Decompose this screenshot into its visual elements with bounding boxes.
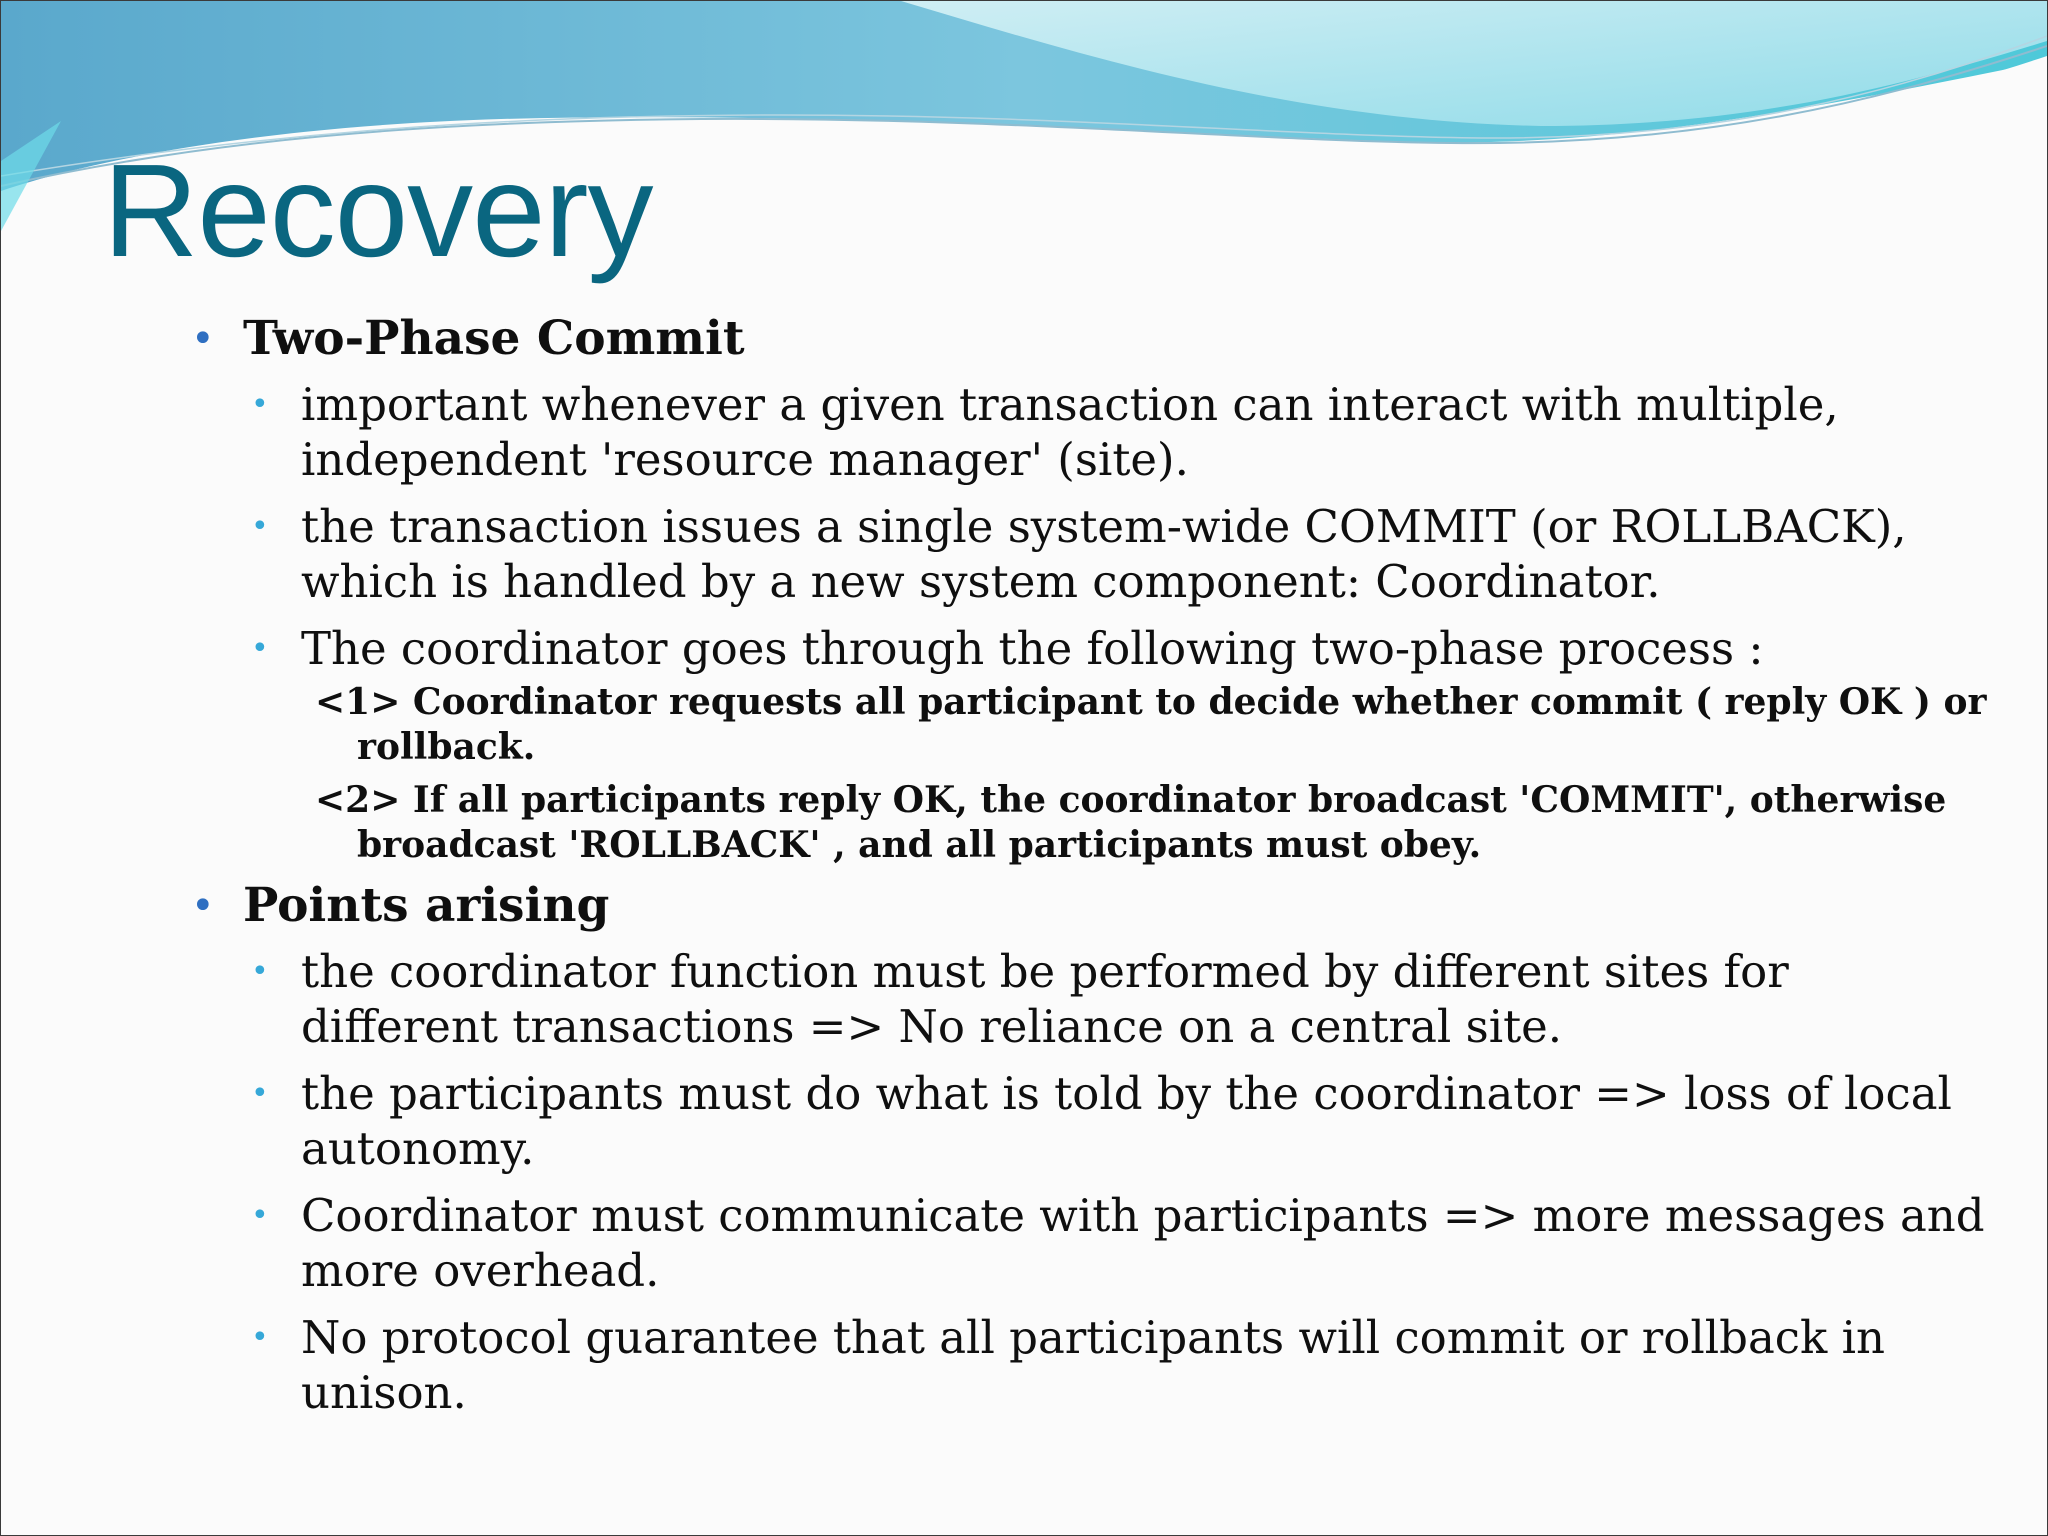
sub-list (191, 944, 1991, 1420)
bullet-icon: • (251, 631, 269, 666)
list-item (191, 377, 1991, 487)
bullet-icon: • (191, 883, 215, 929)
list-item-text: Coordinator must communicate with participants => more messages and more overhead. (301, 1189, 1985, 1297)
section-heading: Two-Phase Commit (243, 311, 745, 366)
list-item (191, 621, 1991, 676)
step-item: <1> Coordinator requests all participant to decide whether commit ( reply OK ) or rollback. (315, 681, 1987, 768)
bullet-icon: • (251, 1076, 269, 1111)
section-two-phase-commit (191, 309, 1991, 868)
list-item-text: important whenever a given transaction can interact with multiple, independent 'resource manager' (site). (301, 378, 1839, 486)
slide-content (191, 309, 1991, 1432)
list-item-text: the transaction issues a single system-wide COMMIT (or ROLLBACK), which is handled by a new system component: Coordinator. (301, 500, 1907, 608)
bullet-icon: • (191, 316, 215, 362)
list-item (191, 1310, 1991, 1420)
step-list (191, 680, 1991, 868)
list-item (191, 1188, 1991, 1298)
bullet-icon: • (251, 509, 269, 544)
bullet-icon: • (251, 1320, 269, 1355)
step-item: <2> If all participants reply OK, the coordinator broadcast 'COMMIT', otherwise broadcast 'ROLLBACK' , and all participants must obey. (315, 779, 1947, 866)
bullet-icon: • (251, 387, 269, 422)
list-item (191, 1066, 1991, 1176)
section-points-arising (191, 876, 1991, 1420)
bullet-icon: • (251, 954, 269, 989)
list-item (191, 499, 1991, 609)
slide-title: Recovery (103, 137, 653, 284)
list-item (191, 944, 1991, 1054)
list-item-text: The coordinator goes through the following two-phase process : (301, 622, 1764, 675)
bullet-icon: • (251, 1198, 269, 1233)
list-item-text: the participants must do what is told by the coordinator => loss of local autonomy. (301, 1067, 1952, 1175)
list-item-text: the coordinator function must be performed by different sites for different transactions => No reliance on a central site. (301, 945, 1789, 1053)
section-heading: Points arising (243, 878, 610, 933)
sub-list (191, 377, 1991, 676)
list-item-text: No protocol guarantee that all participants will commit or rollback in unison. (301, 1311, 1885, 1419)
